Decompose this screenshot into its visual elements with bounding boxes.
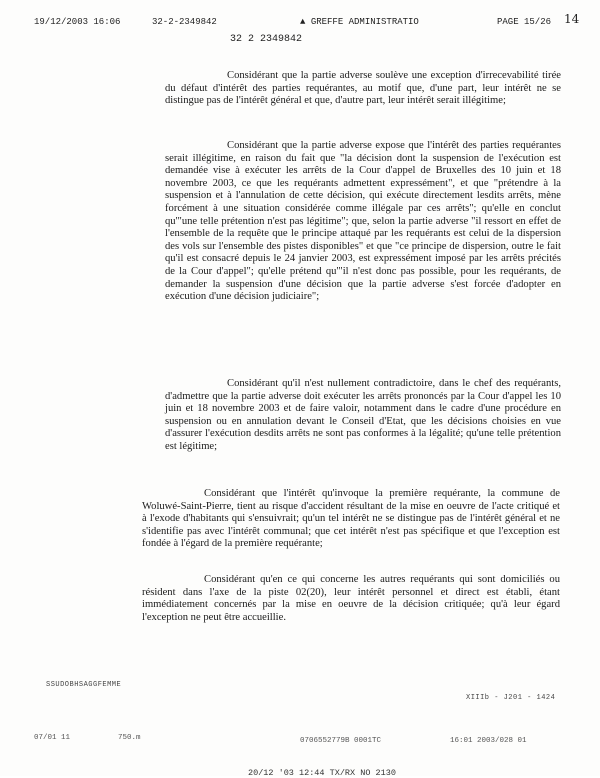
footer-right: 16:01 2003/028 01 [450,737,527,745]
paragraph-2-lead: Considérant que la partie adverse expose que l'intérêt des parties [227,140,509,151]
paragraph-1 [165,70,561,108]
paragraph-2 [165,140,561,304]
fax-datetime: 19/12/2003 16:06 [34,17,121,27]
handwritten-page-number: 14 [564,12,580,26]
footer-cut-line: 20/12 '03 12:44 TX/RX NO 2130 [248,768,396,778]
fax-page-number: PAGE 15/26 [497,17,552,27]
handwritten-phone: 32 2 2349842 [230,34,303,45]
fax-phone: 32-2-2349842 [152,17,217,27]
paragraph-4 [142,488,560,551]
paragraph-5 [142,574,560,624]
paragraph-3 [165,378,561,454]
paragraph-5-lead: Considérant qu'en ce qui concerne les autres requérants qui sont domiciliés [204,574,545,585]
paragraph-3-body: requérants, d'admettre que la partie adverse doit exécuter les arrêts prononcés par la Cour d'appel les 10 juin et 18 novembre 2003 et de faire valoir, notamment dans le cadre d'une procédure en suspension ou en annulation devant le Conseil d'Etat, que les décisions choisies en vue d'assurer l'exécution desdits arrêts ne sont pas conformes à la légalité; qu'une telle prétention est légitime; [165,378,561,452]
paragraph-1-body: tirée du défaut d'intérêt des parties requérantes, au motif que, d'une part, leur intérêt ne se distingue pas de l'intérêt général et que, d'autre part, leur intérêt serait illégitime; [165,70,561,107]
stamp-right: XIIIb - J201 - 1424 [466,694,556,702]
footer-left: 07/01 11 [34,734,71,742]
paragraph-4-lead: Considérant que l'intérêt qu'invoque la première requérante, la commune [204,488,544,499]
fax-sender [300,17,419,27]
paragraph-4-body: de Woluwé-Saint-Pierre, tient au risque d'accident résultant de la mise en oeuvre de l'acte critiqué et à l'exode d'habitants qui s'ensuivrait; qu'un tel intérêt ne se distingue pas de l'intérêt général et ne s'identifie pas avec l'intérêt communal; que cet intérêt n'est pas spécifique et que l'exception est fondée à l'égard de la première requérante; [142,488,560,550]
stamp-left: SSUDOBHSAGGFEMME [46,681,122,689]
footer-mid: 0706552779B 0001TC [300,737,382,745]
fax-sender-label: GREFFE ADMINISTRATIO [310,17,419,27]
paragraph-1-lead: Considérant que la partie adverse soulève une exception d'irrecevabilité [227,70,539,81]
footer-left-2: 750.m [118,734,141,742]
paragraph-5-body: ou résident dans l'axe de la piste 02(20), leur intérêt personnel et direct est établi, étant immédiatement concernés par la mise en oeuvre de la décision critiquée; qu'à leur égard l'exception ne peut être accueillie. [142,574,561,623]
fax-marker-icon: ▲ [300,17,306,27]
paragraph-2-body: requérantes serait illégitime, en raison du fait que "la décision dont la suspension de l'exécution est demandée vise à exécuter les arrêts de la Cour d'appel de Bruxelles des 10 juin et 18 novembre 2003, ce que les requérants admettent expressément", et que "prétendre à la suspension et à l'annulation de cette décision, qui exécute directement lesdits arrêts, mène forcément à une situation considérée comme illégale par ces arrêts"; qu'elle en conclut qu'"une telle prétention n'est pas légitime"; que, selon la partie adverse "il ressort en effet de l'ensemble de la requête que le principe attaqué par les requérants est celui de la dispersion des vols sur l'ensemble des pistes disponibles" et que "ce principe de dispersion, outre le fait qu'il est consacré depuis le 24 janvier 2003, est expressément imposé par les arrêts précités de la Cour d'appel"; qu'elle prétend qu'"il n'est donc pas possible, pour les requérants, de demander la suspension d'une décision que la partie adverse s'est forcée d'adopter en exécution d'une décision judiciaire"; [165,140,561,303]
paragraph-3-lead: Considérant qu'il n'est nullement contradictoire, dans le chef des [227,378,511,389]
